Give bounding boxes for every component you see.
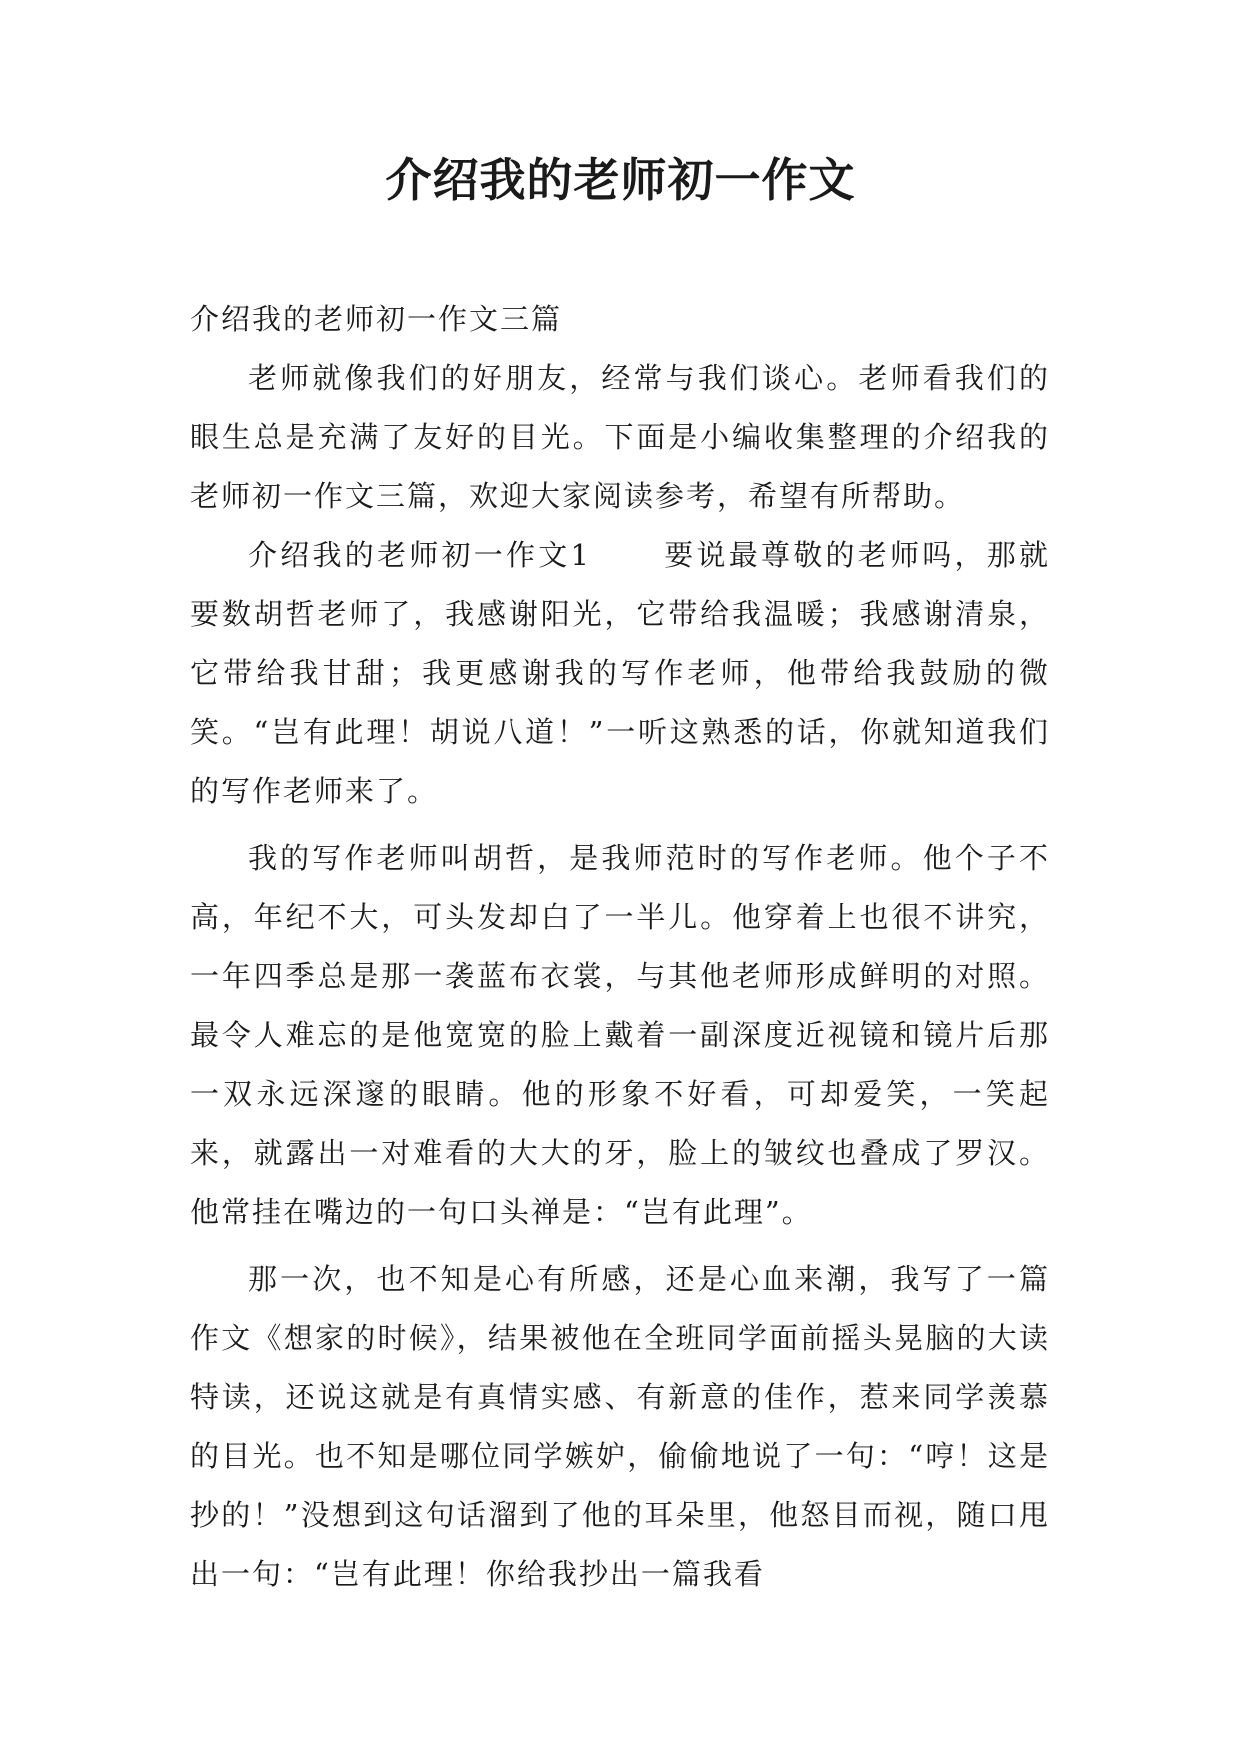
section1-paragraph <box>190 526 1050 821</box>
section1-heading: 介绍我的老师初一作文1 <box>248 538 591 572</box>
intro-paragraph: 老师就像我们的好朋友，经常与我们谈心。老师看我们的眼生总是充满了友好的目光。下面是小编收集整理的介绍我的老师初一作文三篇，欢迎大家阅读参考，希望有所帮助。 <box>190 361 1050 513</box>
document-title: 介绍我的老师初一作文 <box>385 153 856 207</box>
paragraph-3: 那一次，也不知是心有所感，还是心血来潮，我写了一篇作文《想家的时候》，结果被他在全班同学面前摇头晃脑的大读特读，还说这就是有真情实感、有新意的佳作，惹来同学羡慕的目光。也不知是哪位同学嫉妒，偷偷地说了一句：“哼！这是抄的！”没想到这句话溜到了他的耳朵里，他怒目而视，随口甩出一句：“岂有此理！你给我抄出一篇我看 <box>190 1262 1050 1591</box>
paragraph-2: 我的写作老师叫胡哲，是我师范时的写作老师。他个子不高，年纪不大，可头发却白了一半儿。他穿着上也很不讲究，一年四季总是那一袭蓝布衣裳，与其他老师形成鲜明的对照。最令人难忘的是他宽宽的脸上戴着一副深度近视镜和镜片后那一双永远深邃的眼睛。他的形象不好看，可却爱笑，一笑起来，就露出一对难看的大大的牙，脸上的皱纹也叠成了罗汉。他常挂在嘴边的一句口头禅是：“岂有此理”。 <box>190 841 1050 1229</box>
document-body <box>190 290 1050 1604</box>
document-subtitle: 介绍我的老师初一作文三篇 <box>190 302 563 336</box>
section1-opening-text: 要说最尊敬的老师吗，那就要数胡哲老师了，我感谢阳光，它带给我温暖；我感谢清泉，它带给我甘甜；我更感谢我的写作老师，他带给我鼓励的微笑。“岂有此理！胡说八道！”一听这熟悉的话，你就知道我们的写作老师来了。 <box>190 538 1050 808</box>
